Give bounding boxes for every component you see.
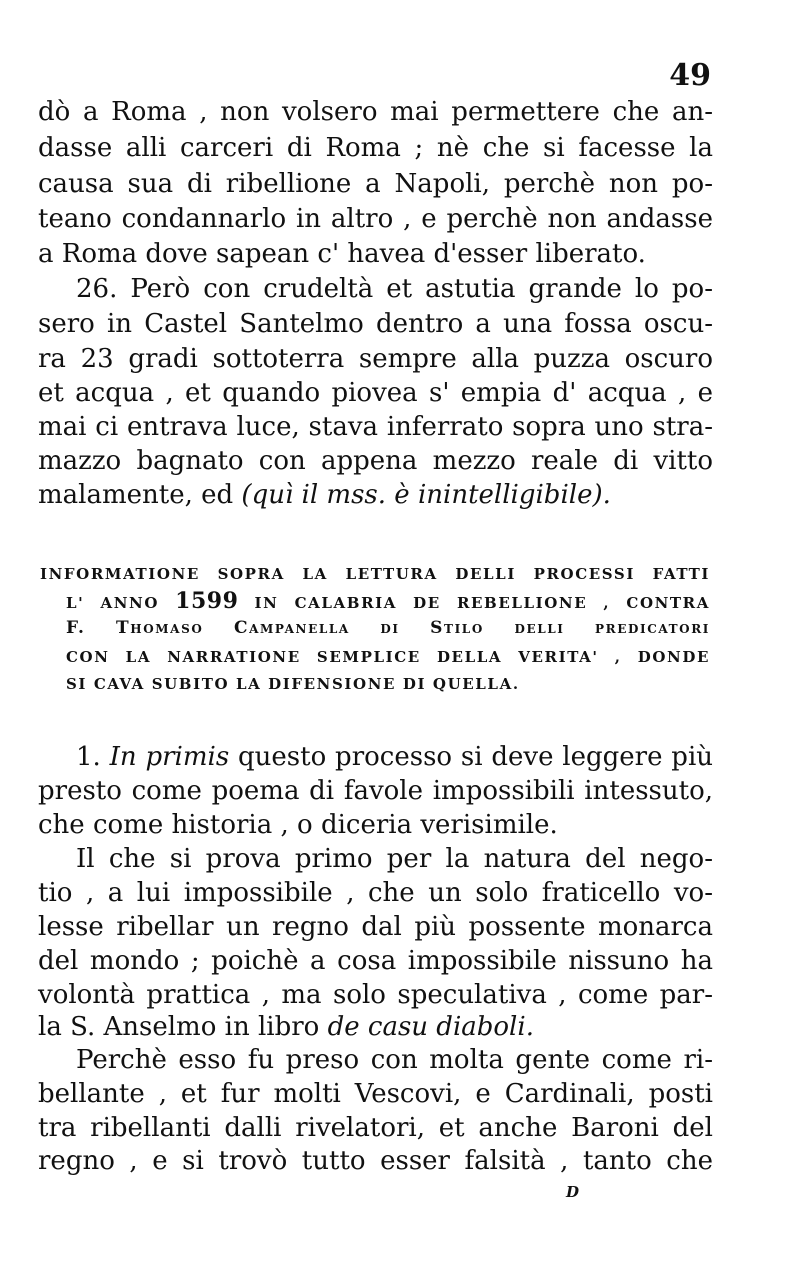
text-line: dò a Roma , non volsero mai permettere che an- xyxy=(38,97,713,127)
signature-mark: D xyxy=(566,1183,580,1201)
text-line: 26. Però con crudeltà et astutia grande lo po- xyxy=(76,274,713,304)
section-heading-line: F. Thomaso Campanella di Stilo delli predicatori xyxy=(66,618,710,638)
text-line: volontà prattica , ma solo speculativa , come par- xyxy=(38,980,713,1010)
text-line: del mondo ; poichè a cosa impossibile nissuno ha xyxy=(38,946,713,976)
text-line: tra ribellanti dalli rivelatori, et anche Baroni del xyxy=(38,1113,713,1143)
text-line: lesse ribellar un regno dal più possente monarca xyxy=(38,912,713,942)
section-heading-line: INFORMATIONE SOPRA LA LETTURA DELLI PROCESSI FATTI xyxy=(40,565,710,583)
text-line: che come historia , o diceria verisimile. xyxy=(38,810,558,840)
text-line xyxy=(38,1010,713,1044)
text-line: tio , a lui impossibile , che un solo fraticello vo- xyxy=(38,878,713,908)
editor-note: (quì il mss. è inintelligibile). xyxy=(241,480,611,510)
text-span: malamente, ed xyxy=(38,480,242,510)
text-line: mazzo bagnato con appena mezzo reale di vitto xyxy=(38,446,713,476)
text-line: bellante , et fur molti Vescovi, e Cardinali, posti xyxy=(38,1079,713,1109)
italic-title: de casu diaboli. xyxy=(327,1012,534,1042)
heading-span: IN CALABRIA DE REBELLIONE , CONTRA xyxy=(238,594,710,612)
text-line: regno , e si trovò tutto esser falsità , tanto che xyxy=(38,1146,713,1176)
section-heading-line: CON LA NARRATIONE SEMPLICE DELLA VERITA' , DONDE xyxy=(66,648,710,666)
page-number: 49 xyxy=(669,58,711,93)
text-line: ra 23 gradi sottoterra sempre alla puzza oscuro xyxy=(38,344,713,374)
text-line: Il che si prova primo per la natura del nego- xyxy=(76,844,713,874)
text-line: mai ci entrava luce, stava inferrato sopra uno stra- xyxy=(38,412,713,442)
text-line: sero in Castel Santelmo dentro a una fossa oscu- xyxy=(38,309,713,339)
text-line: a Roma dove sapean c' havea d'esser liberato. xyxy=(38,239,646,269)
italic-phrase: In primis xyxy=(109,742,230,772)
paragraph-number: 1. xyxy=(76,742,110,772)
text-line: Perchè esso fu preso con molta gente come ri- xyxy=(76,1045,713,1075)
text-line xyxy=(76,740,713,774)
text-line: dasse alli carceri di Roma ; nè che si facesse la xyxy=(38,133,713,163)
text-line xyxy=(38,478,713,512)
text-span: questo processo si deve leggere più xyxy=(229,742,714,772)
heading-year: 1599 xyxy=(175,588,239,614)
text-line: presto come poema di favole impossibili intessuto, xyxy=(38,776,713,806)
section-heading-line: SI CAVA SUBITO LA DIFENSIONE DI QUELLA. xyxy=(66,675,520,693)
text-line: causa sua di ribellione a Napoli, perchè non po- xyxy=(38,169,713,199)
text-line: teano condannarlo in altro , e perchè non andasse xyxy=(38,204,713,234)
text-span: la S. Anselmo in libro xyxy=(38,1012,328,1042)
heading-span: L' ANNO xyxy=(66,594,176,612)
text-line: et acqua , et quando piovea s' empia d' acqua , e xyxy=(38,378,713,408)
section-heading-line xyxy=(66,590,710,614)
